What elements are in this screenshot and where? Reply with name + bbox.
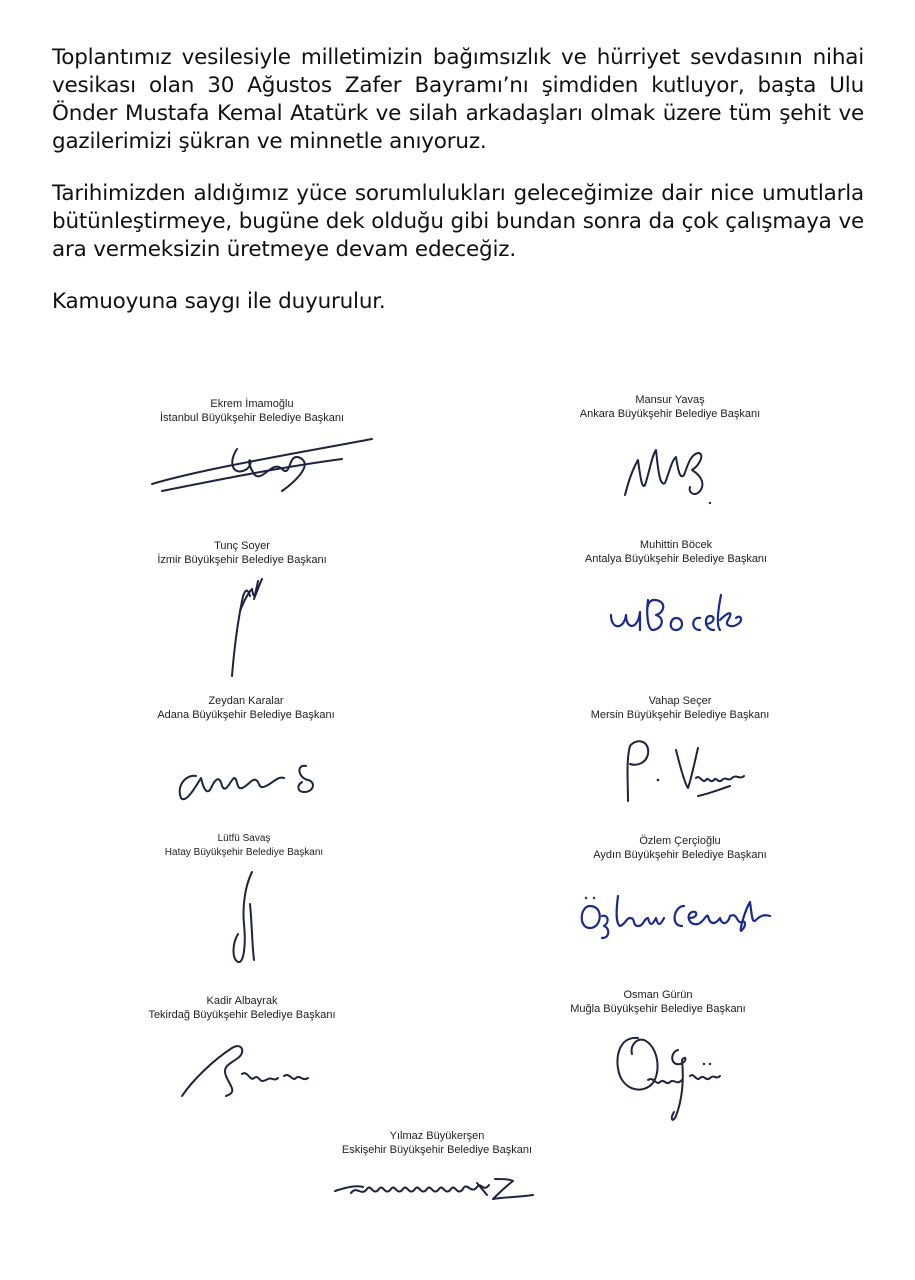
statement-body bbox=[52, 44, 864, 340]
signatory-name: Lütfü Savaş bbox=[217, 833, 271, 844]
signatory-title: Adana Büyükşehir Belediye Başkanı bbox=[157, 709, 335, 721]
signature-block-adana bbox=[136, 694, 356, 806]
handwritten-signature-bocek bbox=[596, 570, 756, 640]
signatory-title: İstanbul Büyükşehir Belediye Başkanı bbox=[159, 412, 345, 424]
signatory-title: Ankara Büyükşehir Belediye Başkanı bbox=[579, 408, 761, 420]
paragraph-2: Tarihimizden aldığımız yüce sorumlulukları geleceğimize dair nice umutlarla bütünleştirmeye, bugüne dek olduğu gibi bundan sonra da çok çalışmaya ve ara vermeksizin üretmeye devam edeceğiz. bbox=[52, 181, 864, 262]
signatory-name: Vahap Seçer bbox=[648, 695, 712, 707]
signatory-title: İzmir Büyükşehir Belediye Başkanı bbox=[157, 554, 327, 566]
signatory-name: Ekrem İmamoğlu bbox=[210, 398, 294, 410]
signature-block-mugla bbox=[548, 988, 768, 1130]
handwritten-signature-savas bbox=[194, 864, 294, 974]
signatory-name: Osman Gürün bbox=[623, 989, 693, 1001]
handwritten-signature-albayrak bbox=[142, 1026, 342, 1101]
signature-block-eskisehir bbox=[326, 1129, 548, 1211]
handwritten-signature-buyukersen bbox=[327, 1161, 547, 1211]
closing-line: Kamuoyuna saygı ile duyurulur. bbox=[52, 289, 386, 314]
signatory-name: Özlem Çerçioğlu bbox=[639, 835, 721, 847]
handwritten-signature-gurun bbox=[558, 1020, 758, 1130]
signatory-title: Muğla Büyükşehir Belediye Başkanı bbox=[570, 1003, 746, 1015]
signatory-title: Antalya Büyükşehir Belediye Başkanı bbox=[584, 553, 768, 565]
handwritten-signature-cercioglu bbox=[570, 866, 790, 941]
signatory-title: Aydın Büyükşehir Belediye Başkanı bbox=[593, 849, 767, 861]
signatory-name: Mansur Yavaş bbox=[635, 394, 705, 406]
signatory-title: Tekirdağ Büyükşehir Belediye Başkanı bbox=[148, 1009, 336, 1021]
signatory-name: Tunç Soyer bbox=[214, 540, 270, 552]
signature-block-izmir bbox=[137, 539, 347, 681]
signatory-title: Eskişehir Büyükşehir Belediye Başkanı bbox=[341, 1144, 533, 1156]
signatory-name: Muhittin Böcek bbox=[639, 539, 713, 551]
signatory-title: Hatay Büyükşehir Belediye Başkanı bbox=[164, 847, 324, 858]
signatory-name: Zeydan Karalar bbox=[208, 695, 284, 707]
signature-block-hatay bbox=[144, 832, 344, 974]
handwritten-signature-yavas bbox=[610, 425, 730, 505]
handwritten-signature-imamoglu bbox=[142, 429, 382, 499]
signature-block-aydin bbox=[570, 834, 790, 941]
handwritten-signature-karalar bbox=[156, 726, 336, 806]
signatory-name: Kadir Albayrak bbox=[206, 995, 278, 1007]
signature-block-tekirdag bbox=[131, 994, 353, 1101]
signature-block-mersin bbox=[570, 694, 790, 806]
signature-block-antalya bbox=[566, 538, 786, 640]
signature-block-istanbul bbox=[142, 397, 362, 499]
handwritten-signature-soyer bbox=[192, 571, 292, 681]
signatory-name: Yılmaz Büyükerşen bbox=[389, 1130, 485, 1142]
signatory-title: Mersin Büyükşehir Belediye Başkanı bbox=[590, 709, 770, 721]
signature-block-ankara bbox=[560, 393, 780, 505]
paragraph-1: Toplantımız vesilesiyle milletimizin bağımsızlık ve hürriyet sevdasının nihai vesikası olan 30 Ağustos Zafer Bayramı’nı şimdiden kutluyor, başta Ulu Önder Mustafa Kemal Atatürk ve silah arkadaşları olmak üzere tüm şehit ve gazilerimizi şükran ve minnetle anıyoruz. bbox=[52, 45, 864, 154]
handwritten-signature-secer bbox=[590, 726, 770, 806]
